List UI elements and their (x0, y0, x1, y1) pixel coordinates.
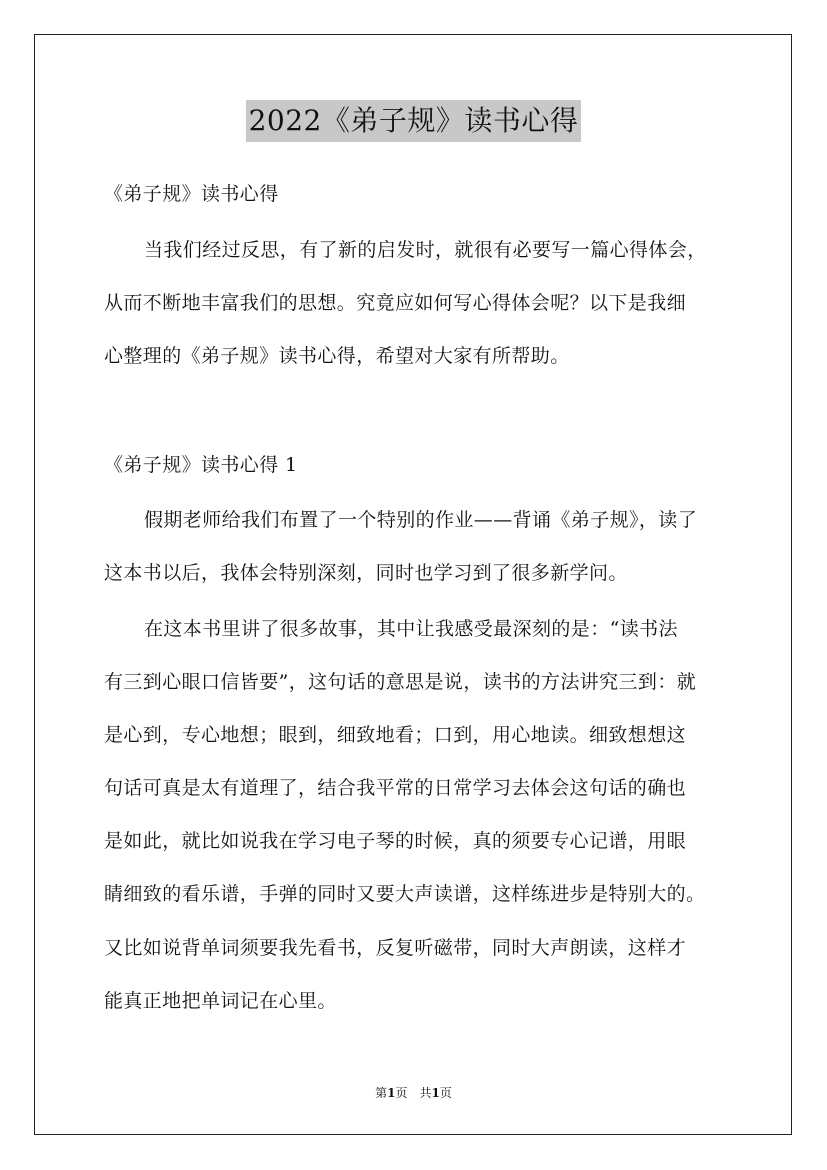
paragraph-line: 是心到，专心地想；眼到，细致地看；口到，用心地读。细致想想这 (104, 724, 687, 746)
page-footer (0, 1085, 827, 1101)
intro-line: 心整理的《弟子规》读书心得，希望对大家有所帮助。 (104, 345, 570, 367)
page-prefix: 第 (375, 1086, 388, 1100)
paragraph-line: 句话可真是太有道理了，结合我平常的日常学习去体会这句话的确也 (104, 777, 687, 799)
paragraph-line: 睛细致的看乐谱，手弹的同时又要大声读谱，这样练进步是特别大的。 (104, 883, 706, 905)
page-total: 1 (431, 1086, 440, 1100)
title-wrap (0, 100, 827, 142)
section-heading: 《弟子规》读书心得 1 (104, 454, 298, 476)
paragraph-line: 能真正地把单词记在心里。 (104, 990, 337, 1012)
paragraph-line: 这本书以后，我体会特别深刻，同时也学习到了很多新学问。 (104, 562, 628, 584)
paragraph-line: 在这本书里讲了很多故事，其中让我感受最深刻的是：“读书法 (144, 618, 678, 640)
document-title: 2022《弟子规》读书心得 (246, 100, 582, 142)
paragraph-line: 是如此，就比如说我在学习电子琴的时候，真的须要专心记谱，用眼 (104, 830, 687, 852)
page-mid: 页 共 (395, 1086, 432, 1100)
paragraph-line: 假期老师给我们布置了一个特别的作业——背诵《弟子规》，读了 (144, 509, 698, 531)
paragraph-line: 有三到心眼口信皆要”，这句话的意思是说，读书的方法讲究三到：就 (104, 671, 697, 693)
page-suffix: 页 (439, 1086, 452, 1100)
paragraph-line: 又比如说背单词须要我先看书，反复听磁带，同时大声朗读，这样才 (104, 937, 687, 959)
section-heading: 《弟子规》读书心得 (104, 183, 279, 205)
intro-line: 当我们经过反思，有了新的启发时，就很有必要写一篇心得体会， (144, 239, 707, 261)
intro-line: 从而不断地丰富我们的思想。究竟应如何写心得体会呢？以下是我细 (104, 292, 687, 314)
page-number: 1 (387, 1086, 396, 1100)
